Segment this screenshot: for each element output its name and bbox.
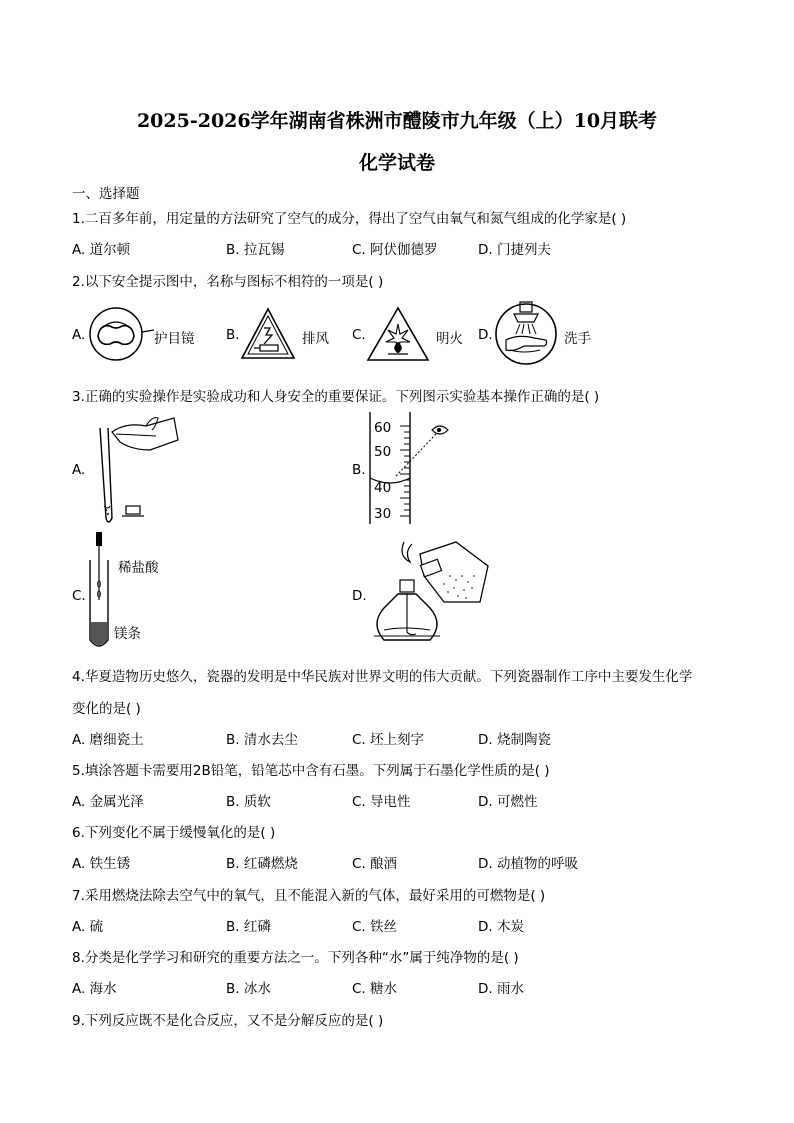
question-4-stem-cont: 变化的是( ) xyxy=(72,701,141,717)
question-4-stem: 4.华夏造物历史悠久，瓷器的发明是中华民族对世界文明的伟大贡献。下列瓷器制作工序中主要发生化学 xyxy=(72,669,693,685)
question-5-option-c: C. 导电性 xyxy=(352,794,411,810)
question-7-option-b: B. 红磷 xyxy=(226,919,271,935)
question-1-option-d: D. 门捷列夫 xyxy=(478,242,551,258)
question-2-label-d: D. xyxy=(478,327,493,343)
question-2-caption-c: 明火 xyxy=(436,331,463,347)
cylinder-tick-40: 40 xyxy=(374,480,392,496)
question-7-option-c: C. 铁丝 xyxy=(352,919,398,935)
question-6-option-c: C. 酿酒 xyxy=(352,856,398,872)
question-6-option-b: B. 红磷燃烧 xyxy=(226,856,298,872)
question-7-option-d: D. 木炭 xyxy=(478,919,524,935)
question-3-label-a: A. xyxy=(72,462,86,478)
question-8-option-c: C. 糖水 xyxy=(352,981,398,997)
question-4-option-d: D. 烧制陶瓷 xyxy=(478,732,551,748)
open-flame-icon xyxy=(366,306,430,362)
cylinder-tick-50: 50 xyxy=(374,444,392,460)
question-4-option-c: C. 坯上刻字 xyxy=(352,732,425,748)
tube-label-acid: 稀盐酸 xyxy=(118,560,159,576)
question-2-caption-d: 洗手 xyxy=(564,331,591,347)
question-2-label-b: B. xyxy=(226,327,240,343)
question-8-option-d: D. 雨水 xyxy=(478,981,524,997)
question-4-option-b: B. 清水去尘 xyxy=(226,732,298,748)
question-8-option-a: A. 海水 xyxy=(72,981,117,997)
pouring-liquid-figure xyxy=(86,410,186,528)
question-5-option-d: D. 可燃性 xyxy=(478,794,538,810)
question-2-caption-a: 护目镜 xyxy=(154,331,195,347)
question-6-stem: 6.下列变化不属于缓慢氧化的是( ) xyxy=(72,825,276,841)
question-8-stem: 8.分类是化学学习和研究的重要方法之一。下列各种“水”属于纯净物的是( ) xyxy=(72,950,519,966)
question-9-stem: 9.下列反应既不是化合反应，又不是分解反应的是( ) xyxy=(72,1013,384,1029)
cylinder-tick-60: 60 xyxy=(374,420,392,436)
question-3-label-c: C. xyxy=(72,588,86,604)
question-2-stem: 2.以下安全提示图中，名称与图标不相符的一项是( ) xyxy=(72,274,384,290)
question-2-label-a: A. xyxy=(72,327,86,343)
tube-label-magnesium: 镁条 xyxy=(114,626,141,642)
question-1-option-a: A. 道尔顿 xyxy=(72,242,131,258)
question-2-label-c: C. xyxy=(352,327,366,343)
question-6-option-d: D. 动植物的呼吸 xyxy=(478,856,578,872)
question-5-option-b: B. 质软 xyxy=(226,794,271,810)
section-heading: 一、选择题 xyxy=(72,186,140,202)
question-8-option-b: B. 冰水 xyxy=(226,981,271,997)
question-5-option-a: A. 金属光泽 xyxy=(72,794,144,810)
question-1-stem: 1.二百多年前，用定量的方法研究了空气的成分，得出了空气由氧气和氮气组成的化学家是( ) xyxy=(72,211,627,227)
question-3-label-d: D. xyxy=(352,588,367,604)
question-5-stem: 5.填涂答题卡需要用2B铅笔，铅笔芯中含有石墨。下列属于石墨化学性质的是( ) xyxy=(72,763,550,779)
alcohol-lamp-figure xyxy=(364,536,494,654)
question-3-label-b: B. xyxy=(352,462,366,478)
goggles-icon xyxy=(86,306,156,362)
ventilation-icon xyxy=(240,306,296,362)
question-2-caption-b: 排风 xyxy=(302,331,329,347)
exam-title: 2025-2026学年湖南省株洲市醴陵市九年级（上）10月联考 xyxy=(136,110,658,132)
question-3-stem: 3.正确的实验操作是实验成功和人身安全的重要保证。下列图示实验基本操作正确的是( ) xyxy=(72,389,600,405)
question-4-option-a: A. 磨细瓷土 xyxy=(72,732,144,748)
question-1-option-c: C. 阿伏伽德罗 xyxy=(352,242,438,258)
question-7-option-a: A. 硫 xyxy=(72,919,104,935)
question-6-option-a: A. 铁生锈 xyxy=(72,856,131,872)
hand-washing-icon xyxy=(494,300,562,366)
question-1-option-b: B. 拉瓦锡 xyxy=(226,242,285,258)
cylinder-tick-30: 30 xyxy=(374,506,392,522)
exam-subtitle: 化学试卷 xyxy=(358,152,435,174)
question-7-stem: 7.采用燃烧法除去空气中的氧气，且不能混入新的气体，最好采用的可燃物是( ) xyxy=(72,888,546,904)
